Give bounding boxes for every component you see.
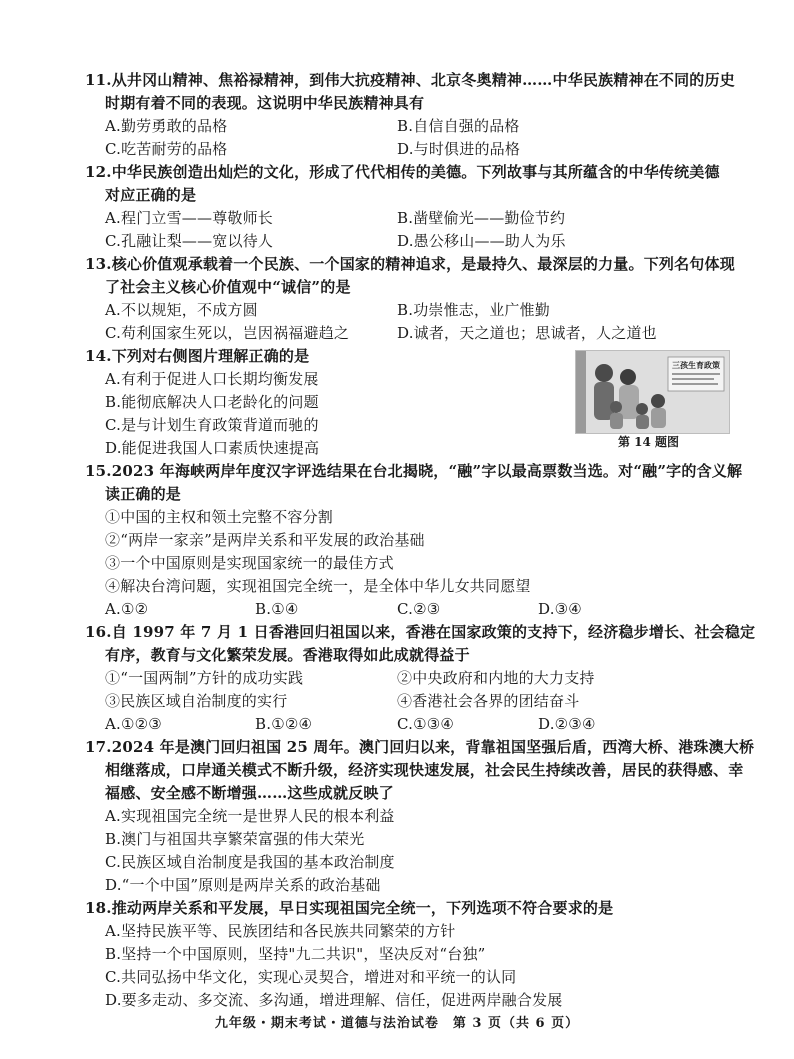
q15-statement-3: ③一个中国原则是实现国家统一的最佳方式	[105, 554, 394, 572]
q11-option-a: A.勤劳勇敢的品格	[105, 117, 228, 135]
q15-stem-line2: 读正确的是	[105, 485, 182, 503]
q16-option-b: B.①②④	[255, 715, 313, 733]
q11-stem-line1: 11.从井冈山精神、焦裕禄精神，到伟大抗疫精神、北京冬奥精神……中华民族精神在不同的历史	[85, 71, 735, 89]
q17-stem-line1: 17.2024 年是澳门回归祖国 25 周年。澳门回归以来，背靠祖国坚强后盾，西湾大桥、港珠澳大桥	[85, 738, 755, 756]
q15-statement-4: ④解决台湾问题，实现祖国完全统一，是全体中华儿女共同愿望	[105, 577, 531, 595]
q14-figure-caption: 第 14 题图	[618, 435, 680, 449]
q17-option-d: D.“一个中国”原则是两岸关系的政治基础	[105, 876, 381, 894]
q15-option-d: D.③④	[538, 600, 582, 618]
q18-option-c: C.共同弘扬中华文化，实现心灵契合，增进对和平统一的认同	[105, 968, 517, 986]
q12-stem-line1: 12.中华民族创造出灿烂的文化，形成了代代相传的美德。下列故事与其所蕴含的中华传统美德	[85, 163, 720, 181]
q16-statement-3: ③民族区域自治制度的实行	[105, 692, 288, 710]
q17-option-c: C.民族区域自治制度是我国的基本政治制度	[105, 853, 395, 871]
q14-figure	[575, 350, 730, 434]
q12-stem-line2: 对应正确的是	[105, 186, 197, 204]
q17-stem-line2: 相继落成，口岸通关模式不断升级，经济实现快速发展，社会民生持续改善，居民的获得感、幸	[105, 761, 744, 779]
q14-option-d: D.能促进我国人口素质快速提高	[105, 439, 320, 457]
q15-statement-2: ②“两岸一家亲”是两岸关系和平发展的政治基础	[105, 531, 425, 549]
q12-option-d: D.愚公移山——助人为乐	[397, 232, 566, 250]
q12-option-b: B.凿壁偷光——勤俭节约	[397, 209, 566, 227]
q13-option-d: D.诚者，天之道也；思诚者，人之道也	[397, 324, 657, 342]
q17-option-a: A.实现祖国完全统一是世界人民的根本利益	[105, 807, 395, 825]
q11-option-b: B.自信自强的品格	[397, 117, 520, 135]
q11-option-d: D.与时俱进的品格	[397, 140, 521, 158]
q13-option-a: A.不以规矩，不成方圆	[105, 301, 258, 319]
q14-option-b: B.能彻底解决人口老龄化的问题	[105, 393, 319, 411]
figure-title: 三孩生育政策	[672, 361, 720, 370]
q15-option-b: B.①④	[255, 600, 299, 618]
q16-statement-2: ②中央政府和内地的大力支持	[397, 669, 595, 687]
q14-option-a: A.有利于促进人口长期均衡发展	[105, 370, 319, 388]
page-footer: 九年级・期末考试・道德与法治试卷 第 3 页（共 6 页）	[214, 1016, 580, 1031]
q16-statement-4: ④香港社会各界的团结奋斗	[397, 692, 580, 710]
q13-option-b: B.功崇惟志，业广惟勤	[397, 301, 550, 319]
q12-option-c: C.孔融让梨——宽以待人	[105, 232, 274, 250]
q13-option-c: C.苟利国家生死以，岂因祸福避趋之	[105, 324, 350, 342]
q15-option-c: C.②③	[397, 600, 441, 618]
q15-option-a: A.①②	[105, 600, 149, 618]
q18-option-d: D.要多走动、多交流、多沟通，增进理解、信任，促进两岸融合发展	[105, 991, 563, 1009]
q14-stem: 14.下列对右侧图片理解正确的是	[85, 347, 310, 365]
q14-option-c: C.是与计划生育政策背道而驰的	[105, 416, 319, 434]
q13-stem-line2: 了社会主义核心价值观中“诚信”的是	[105, 278, 351, 296]
q15-statement-1: ①中国的主权和领土完整不容分割	[105, 508, 334, 526]
q16-statement-1: ①“一国两制”方针的成功实践	[105, 669, 304, 687]
q16-option-d: D.②③④	[538, 715, 596, 733]
q17-stem-line3: 福感、安全感不断增强……这些成就反映了	[105, 784, 394, 802]
q18-stem: 18.推动两岸关系和平发展，早日实现祖国完全统一，下列选项不符合要求的是	[85, 899, 614, 917]
q12-option-a: A.程门立雪——尊敬师长	[105, 209, 274, 227]
q18-option-a: A.坚持民族平等、民族团结和各民族共同繁荣的方针	[105, 922, 456, 940]
q11-stem-line2: 时期有着不同的表现。这说明中华民族精神具有	[105, 94, 425, 112]
family-illustration	[576, 351, 729, 433]
q15-stem-line1: 15.2023 年海峡两岸年度汉字评选结果在台北揭晓，“融”字以最高票数当选。对“融”字的含义解	[85, 462, 743, 480]
q16-stem-line1: 16.自 1997 年 7 月 1 日香港回归祖国以来，香港在国家政策的支持下，经济稳步增长、社会稳定	[85, 623, 756, 641]
q11-option-c: C.吃苦耐劳的品格	[105, 140, 228, 158]
q16-option-c: C.①③④	[397, 715, 455, 733]
q18-option-b: B.坚持一个中国原则，坚持"九二共识"，坚决反对“台独”	[105, 945, 486, 963]
q13-stem-line1: 13.核心价值观承载着一个民族、一个国家的精神追求，是最持久、最深层的力量。下列名句体现	[85, 255, 735, 273]
q17-option-b: B.澳门与祖国共享繁荣富强的伟大荣光	[105, 830, 365, 848]
q16-option-a: A.①②③	[105, 715, 162, 733]
q16-stem-line2: 有序，教育与文化繁荣发展。香港取得如此成就得益于	[105, 646, 470, 664]
